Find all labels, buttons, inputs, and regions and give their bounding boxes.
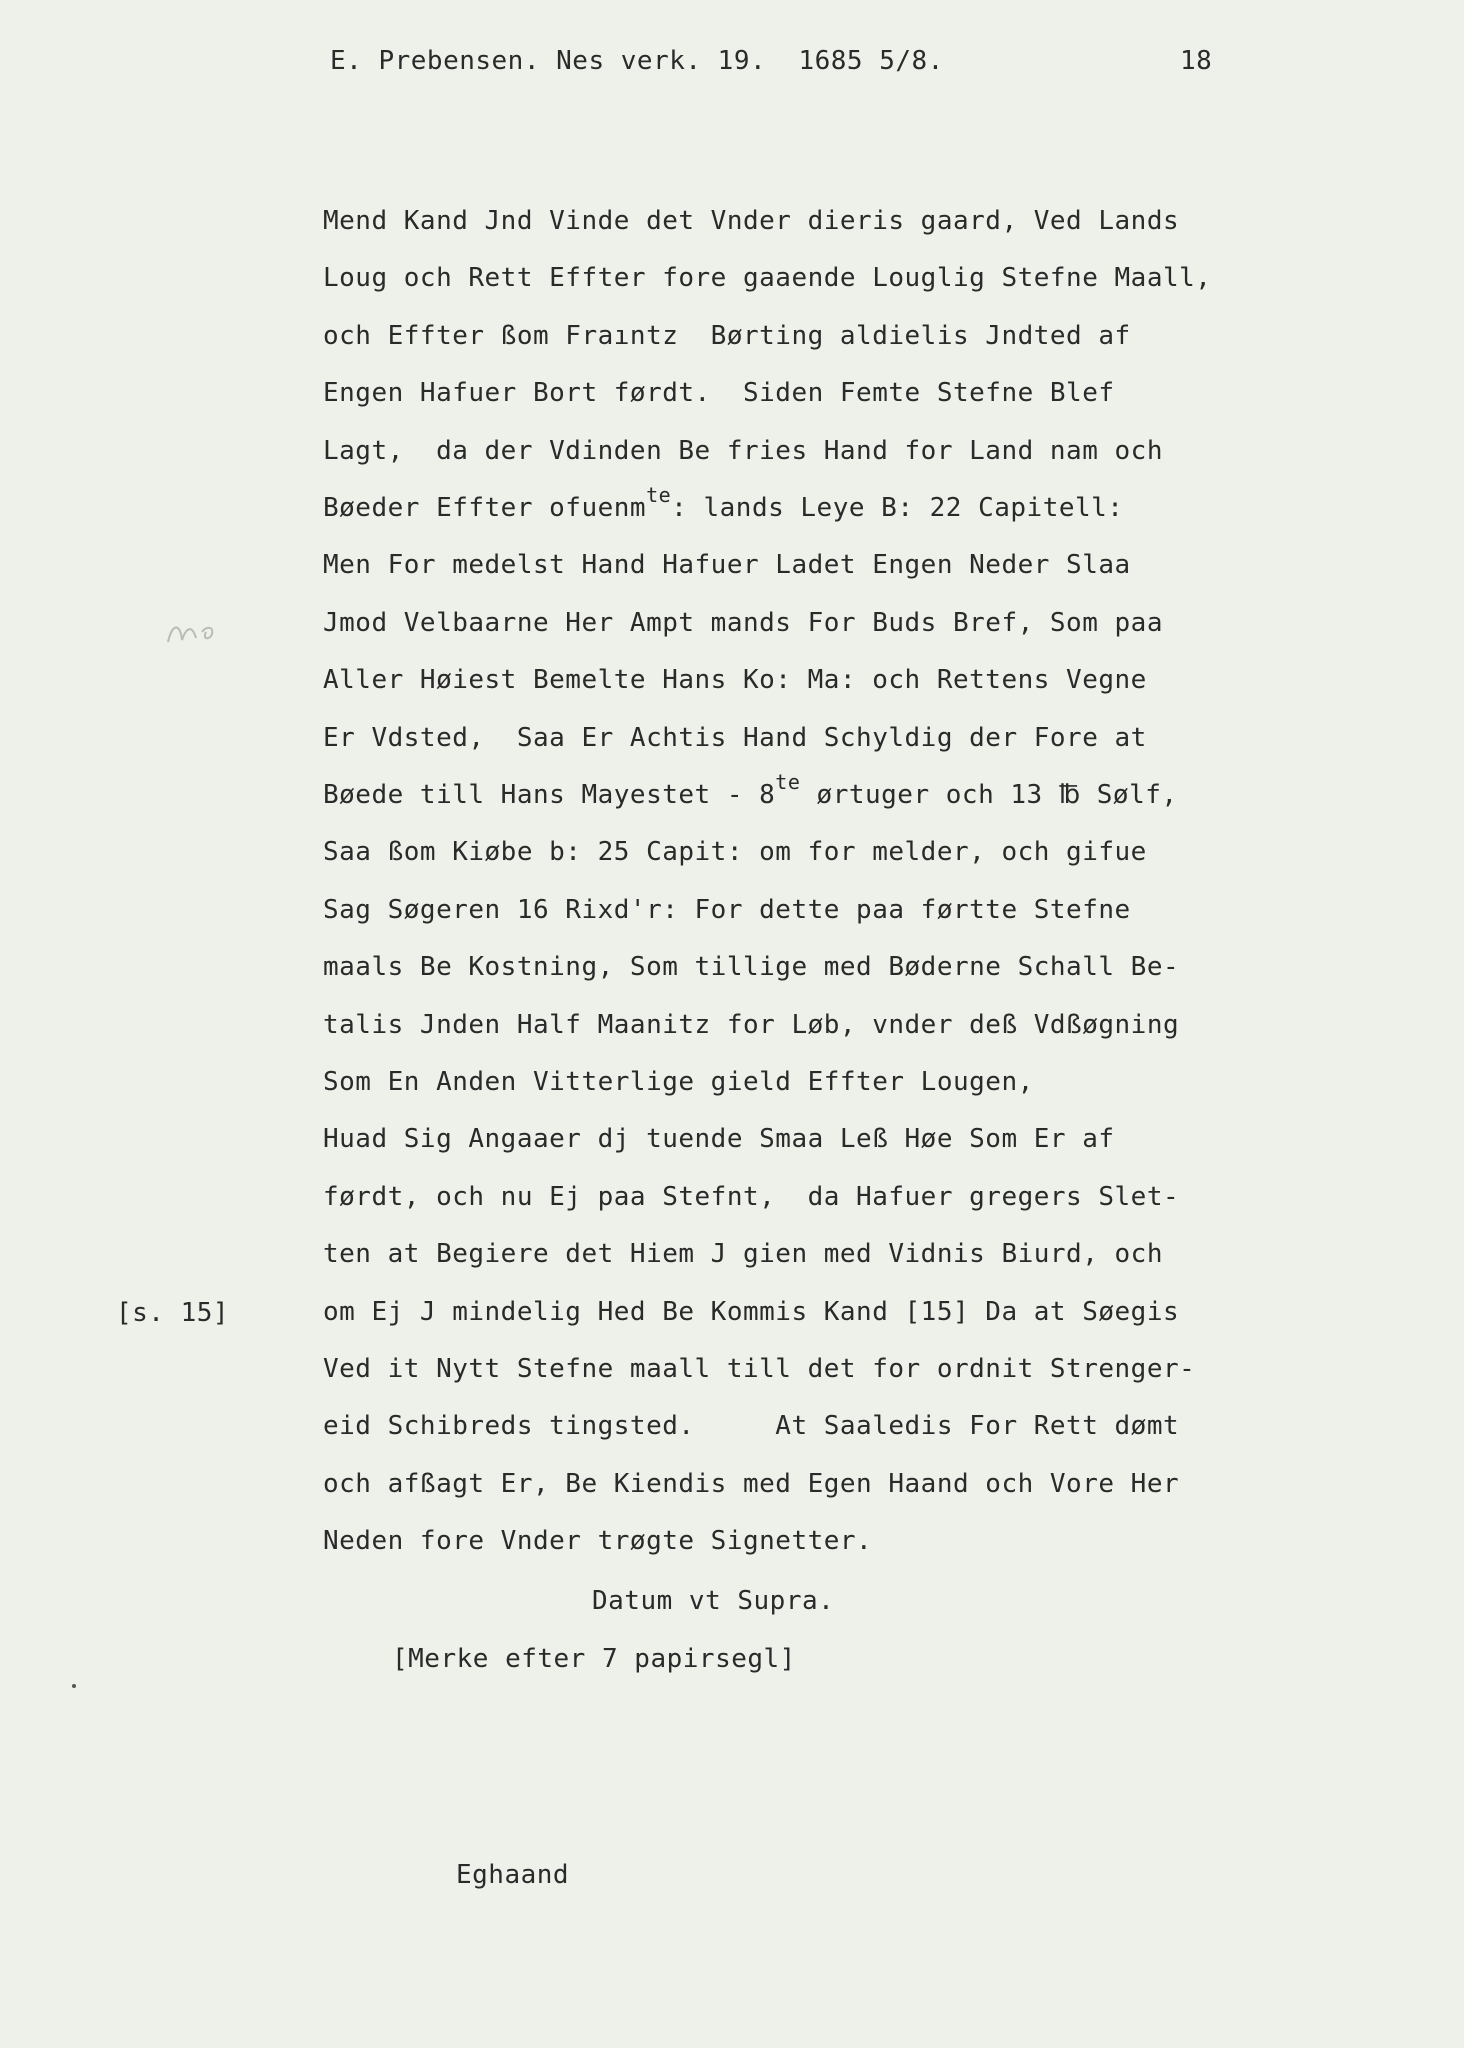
transcription-line: Men For medelst Hand Hafuer Ladet Engen Neder Slaa <box>323 550 1131 580</box>
line-text: : lands Leye B: 22 Capitell: <box>671 493 1124 523</box>
transcription-line: Loug och Rett Effter fore gaaende Louglig Stefne Maall, <box>323 263 1212 293</box>
superscript-abbreviation: te <box>775 770 801 794</box>
superscript-abbreviation: te <box>646 483 672 507</box>
transcription-line: Ved it Nytt Stefne maall till det for ordnit Strenger- <box>323 1354 1196 1384</box>
transcription-line: Mend Kand Jnd Vinde det Vnder dieris gaard, Ved Lands <box>323 206 1180 236</box>
transcription-line: Neden fore Vnder trøgte Signetter. <box>323 1526 873 1556</box>
line-text: ørtuger och 13 ℔ Sølf, <box>800 780 1178 810</box>
transcription-line <box>323 770 1178 810</box>
pencil-marginalia-icon <box>162 612 226 652</box>
signature-line: Eghaand <box>456 1860 570 1890</box>
transcription-line: Aller Høiest Bemelte Hans Ko: Ma: och Rettens Vegne <box>323 665 1147 695</box>
transcription-line: om Ej J mindelig Hed Be Kommis Kand [15] Da at Søegis <box>323 1297 1180 1327</box>
transcription-line: Jmod Velbaarne Her Ampt mands For Buds Bref, Som paa <box>323 608 1163 638</box>
page-header-title: E. Prebensen. Nes verk. 19. 1685 5/8. <box>330 46 944 76</box>
transcription-line: Huad Sig Angaaer dj tuende Smaa Leß Høe Som Er af <box>323 1124 1115 1154</box>
transcription-line: ten at Begiere det Hiem J gien med Vidnis Biurd, och <box>323 1239 1163 1269</box>
datum-line: Datum vt Supra. <box>592 1586 835 1616</box>
page-number: 18 <box>1180 46 1213 76</box>
paper-speck <box>72 1684 76 1688</box>
transcription-line: Engen Hafuer Bort førdt. Siden Femte Stefne Blef <box>323 378 1115 408</box>
transcription-line: eid Schibreds tingsted. At Saaledis For Rett dømt <box>323 1411 1180 1441</box>
transcription-line: førdt, och nu Ej paa Stefnt, da Hafuer gregers Slet- <box>323 1182 1180 1212</box>
transcription-line <box>323 483 1124 523</box>
margin-page-reference: [s. 15] <box>116 1298 230 1328</box>
transcription-line: och Effter ßom Fraıntz Børting aldielis Jndted af <box>323 321 1131 351</box>
transcription-line: Lagt, da der Vdinden Be fries Hand for Land nam och <box>323 436 1163 466</box>
transcription-line: Er Vdsted, Saa Er Achtis Hand Schyldig der Fore at <box>323 723 1147 753</box>
transcription-line: talis Jnden Half Maanitz for Løb, vnder deß Vdßøgning <box>323 1010 1180 1040</box>
transcription-line: Sag Søgeren 16 Rixd'r: For dette paa førtte Stefne <box>323 895 1131 925</box>
line-text: Bøede till Hans Mayestet - 8 <box>323 780 776 810</box>
transcription-line: maals Be Kostning, Som tillige med Bøderne Schall Be- <box>323 952 1180 982</box>
seal-note: [Merke efter 7 papirsegl] <box>392 1644 796 1674</box>
line-text: Bøeder Effter ofuenm <box>323 493 647 523</box>
transcription-line: och afßagt Er, Be Kiendis med Egen Haand och Vore Her <box>323 1469 1180 1499</box>
transcription-line: Som En Anden Vitterlige gield Effter Lougen, <box>323 1067 1034 1097</box>
transcription-line: Saa ßom Kiøbe b: 25 Capit: om for melder, och gifue <box>323 837 1147 867</box>
